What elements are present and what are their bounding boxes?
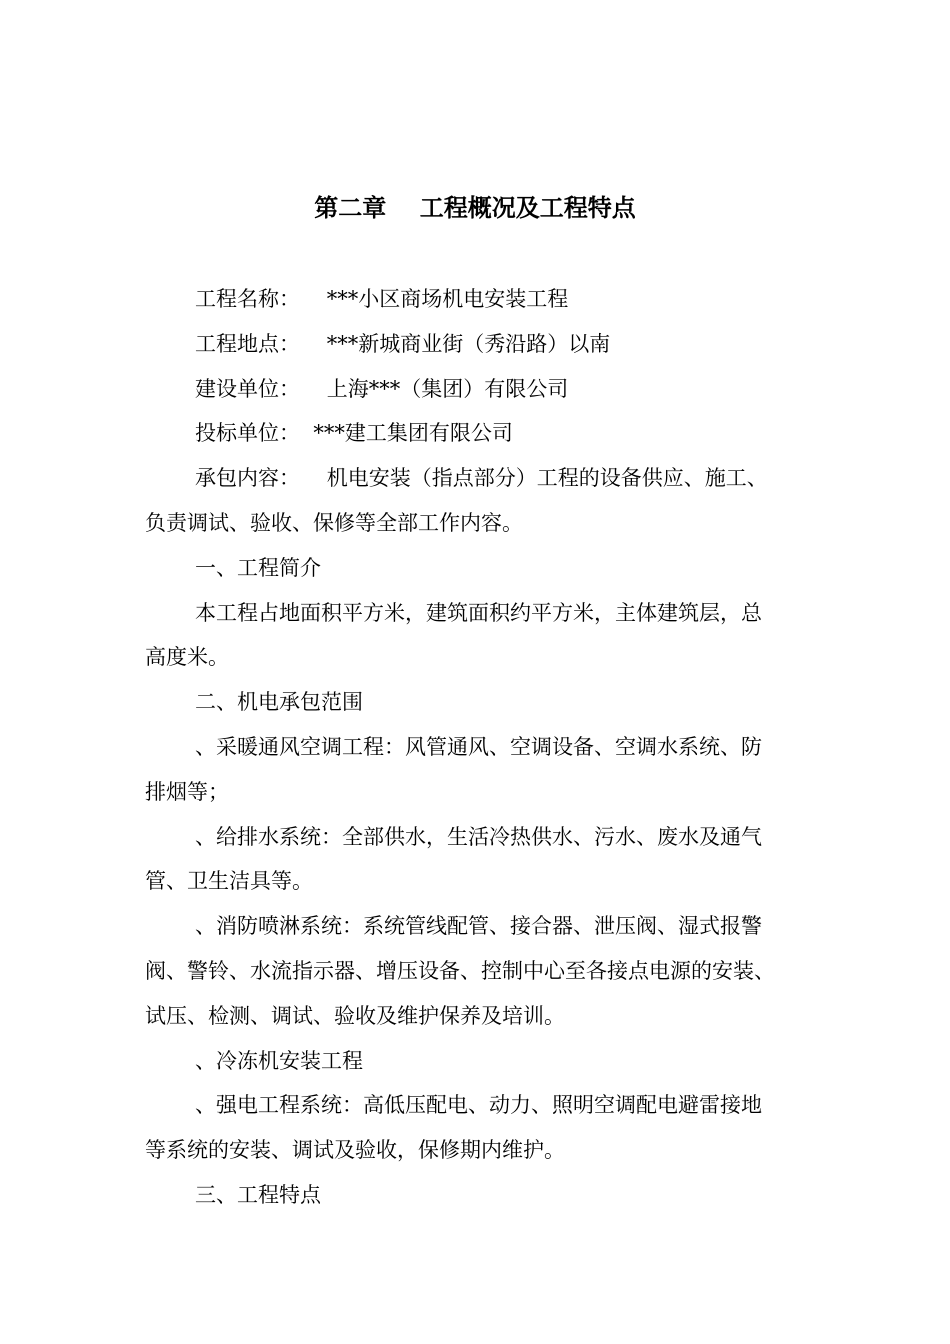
contract-content-line: 承包内容： 机电安装（指点部分）工程的设备供应、施工、 bbox=[195, 466, 768, 491]
section-heading-overview: 一、工程简介 bbox=[195, 555, 321, 580]
section-heading-features: 三、工程特点 bbox=[195, 1182, 321, 1207]
scope-water-line-continued: 管、卫生洁具等。 bbox=[145, 869, 313, 894]
section-heading-scope: 二、机电承包范围 bbox=[195, 690, 363, 715]
contract-content-line-continued: 负责调试、验收、保修等全部工作内容。 bbox=[145, 510, 523, 535]
scope-sprinkler-line-continued: 阀、警铃、水流指示器、增压设备、控制中心至各接点电源的安装、 bbox=[145, 958, 775, 983]
chapter-title: 第二章 工程概况及工程特点 bbox=[314, 194, 636, 222]
scope-hvac-line-continued: 排烟等； bbox=[145, 779, 229, 804]
construction-unit-line: 建设单位： 上海***（集团）有限公司 bbox=[195, 376, 569, 401]
project-name-line: 工程名称： ***小区商场机电安装工程 bbox=[195, 287, 569, 311]
scope-sprinkler-line-continued-2: 试压、检测、调试、验收及维护保养及培训。 bbox=[145, 1003, 565, 1028]
scope-sprinkler-line: 、消防喷淋系统：系统管线配管、接合器、泄压阀、湿式报警 bbox=[195, 914, 762, 939]
project-location-line: 工程地点： ***新城商业街（秀沿路）以南 bbox=[195, 331, 611, 356]
scope-electrical-line: 、强电工程系统：高低压配电、动力、照明空调配电避雷接地 bbox=[195, 1093, 762, 1118]
scope-chiller-line: 、冷冻机安装工程 bbox=[195, 1048, 363, 1073]
scope-electrical-line-continued: 等系统的安装、调试及验收，保修期内维护。 bbox=[145, 1138, 565, 1163]
overview-paragraph-line: 本工程占地面积平方米，建筑面积约平方米，主体建筑层，总 bbox=[195, 600, 762, 625]
scope-hvac-line: 、采暖通风空调工程：风管通风、空调设备、空调水系统、防 bbox=[195, 734, 762, 759]
scope-water-line: 、给排水系统：全部供水，生活冷热供水、污水、废水及通气 bbox=[195, 824, 762, 849]
body-text bbox=[145, 277, 805, 1218]
overview-paragraph-line-continued: 高度米。 bbox=[145, 645, 229, 670]
bidding-unit-line: 投标单位： ***建工集团有限公司 bbox=[195, 421, 513, 446]
